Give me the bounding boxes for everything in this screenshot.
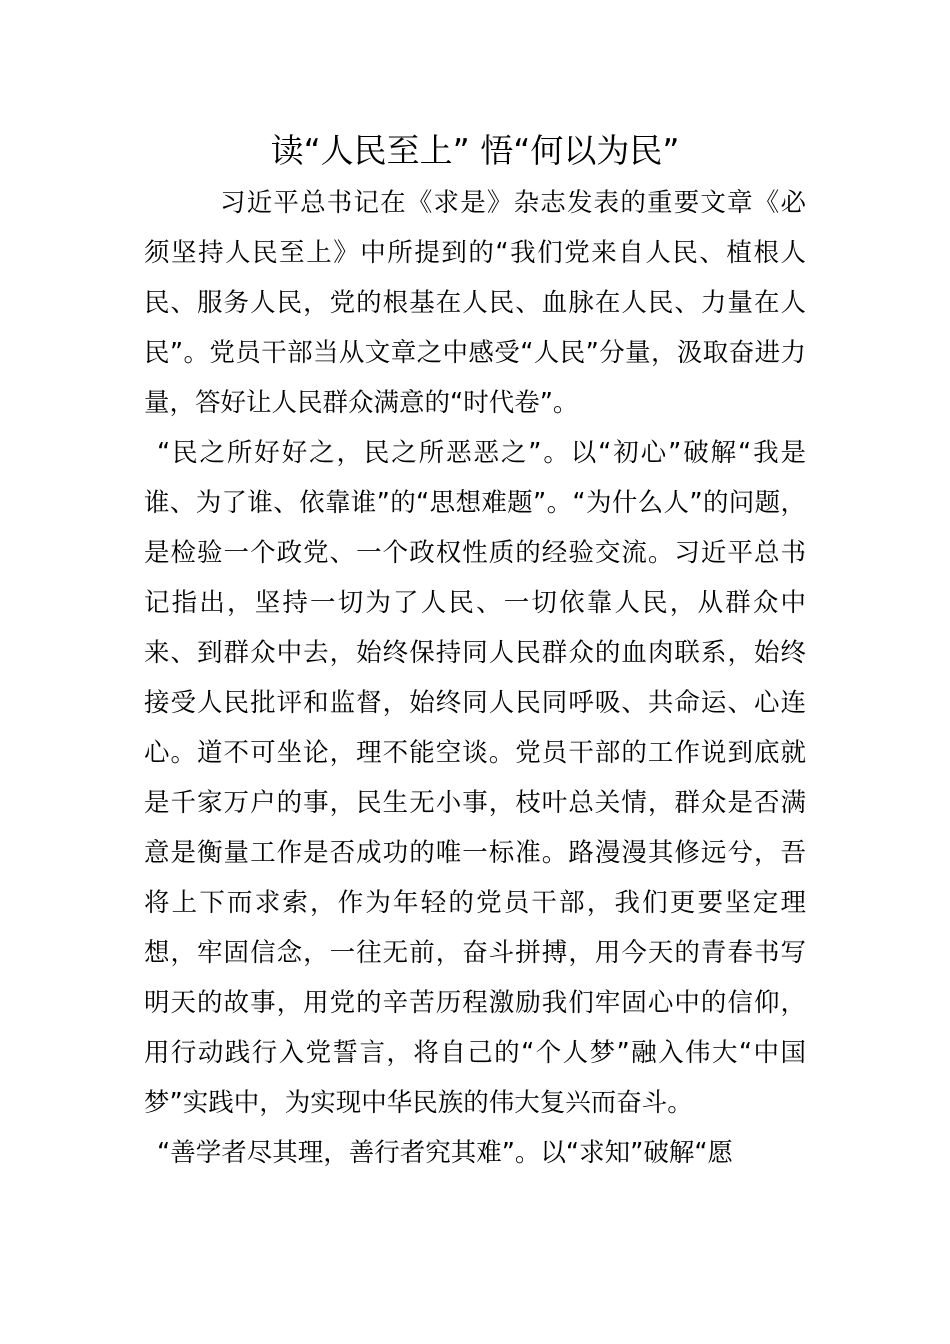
- document-title: 读“人民至上” 悟“何以为民”: [270, 131, 680, 170]
- paragraph-intro: 习近平总书记在《求是》杂志发表的重要文章《必须坚持人民至上》中所提到的“我们党来自人民、植根人民、服务人民，党的根基在人民、血脉在人民、力量在人民”。党员干部当从文章之中感受“人民”分量，汲取奋进力量，答好让人民群众满意的“时代卷”。: [144, 188, 806, 418]
- paragraph-initial-heart: “民之所好好之，民之所恶恶之”。以“初心”破解“我是谁、为了谁、依靠谁”的“思想难题”。“为什么人”的问题，是检验一个政党、一个政权性质的经验交流。习近平总书记指出，坚持一切为了人民、一切依靠人民，从群众中来、到群众中去，始终保持同人民群众的血肉联系，始终接受人民批评和监督，始终同人民同呼吸、共命运、心连心。道不可坐论，理不能空谈。党员干部的工作说到底就是千家万户的事，民生无小事，枝叶总关情，群众是否满意是衡量工作是否成功的唯一标准。路漫漫其修远兮，吾将上下而求索，作为年轻的党员干部，我们更要坚定理想，牢固信念，一往无前，奋斗拼搏，用今天的青春书写明天的故事，用党的辛苦历程激励我们牢固心中的信仰，用行动践行入党誓言，将自己的“个人梦”融入伟大“中国梦”实践中，为实现中华民族的伟大复兴而奋斗。: [144, 438, 806, 1118]
- document-body: [144, 178, 806, 1178]
- paragraph-seeking-knowledge: “善学者尽其理，善行者究其难”。以“求知”破解“愿: [157, 1138, 734, 1168]
